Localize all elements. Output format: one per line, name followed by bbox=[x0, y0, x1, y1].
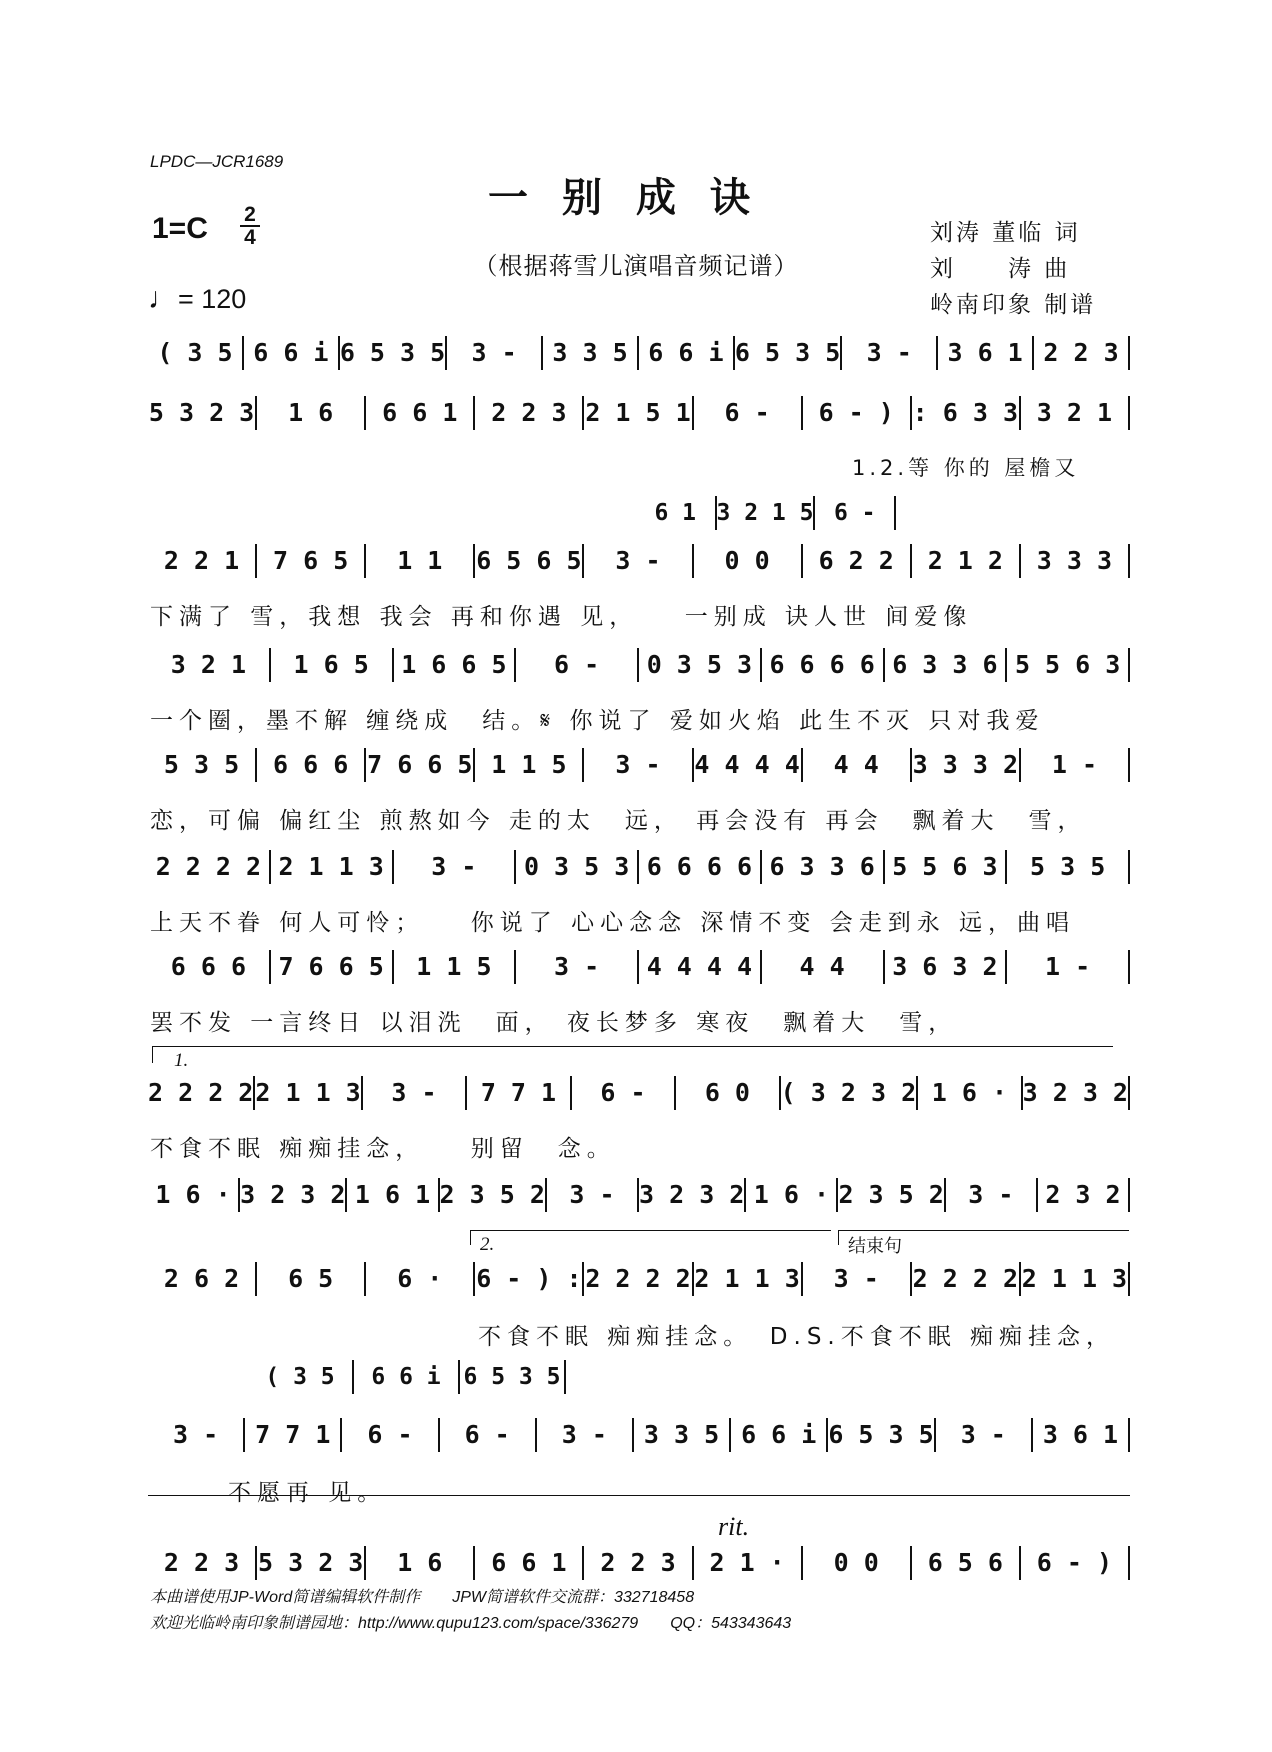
measure: 3 2 3 2 bbox=[639, 1178, 746, 1212]
measure: 1 6 · bbox=[148, 1178, 240, 1212]
measure: ( 3 5 bbox=[148, 336, 244, 370]
measure: 6 5 3 5 bbox=[828, 1418, 935, 1452]
measure: 1 6 · bbox=[918, 1076, 1022, 1110]
measure: 6 - ) : bbox=[475, 1262, 584, 1296]
score-row-r2 bbox=[148, 396, 1130, 430]
measure: 3 - bbox=[447, 336, 543, 370]
measure: 1 1 bbox=[366, 544, 475, 578]
credit-arranger: 岭南印象 制谱 bbox=[930, 292, 1097, 318]
measure: 3 - bbox=[936, 1418, 1033, 1452]
measure: 2 2 1 bbox=[148, 544, 257, 578]
measure: 2 3 5 2 bbox=[440, 1178, 547, 1212]
measure: 6 1 bbox=[636, 496, 717, 530]
measure: 6 5 bbox=[257, 1262, 366, 1296]
measure: 3 - bbox=[584, 544, 693, 578]
measure: 1 1 5 bbox=[475, 748, 584, 782]
lyric-line-6: 上天不眷 何人可怜； 你说了 心心念念 深情不变 会走到永 远，曲唱 bbox=[150, 910, 1076, 936]
measure: 4 4 4 4 bbox=[639, 950, 762, 984]
measure: 7 7 1 bbox=[467, 1076, 571, 1110]
measure: 6 5 6 5 bbox=[475, 544, 584, 578]
measure: 6 5 3 5 bbox=[735, 336, 842, 370]
measure: 2 1 2 bbox=[912, 544, 1021, 578]
measure: 3 - bbox=[363, 1076, 467, 1110]
subtitle: （根据蒋雪儿演唱音频记谱） bbox=[473, 252, 799, 280]
lyric-line-5: 恋，可偏 偏红尘 煎熬如今 走的太 远， 再会没有 再会 飘着大 雪， bbox=[150, 808, 1087, 834]
row-divider bbox=[148, 1495, 1130, 1496]
measure: 5 5 6 3 bbox=[885, 850, 1008, 884]
lyric-line-8: 不食不眠 痴痴挂念， 别留 念。 bbox=[150, 1136, 616, 1162]
ritardando-mark: rit. bbox=[718, 1512, 750, 1541]
lyric-line-4: 一个圈，墨不解 缠绕成 结。𝄋 你说了 爱如火焰 此生不灭 只对我爱 bbox=[150, 708, 1045, 734]
tempo-value: = 120 bbox=[178, 284, 247, 314]
measure: 2 2 3 bbox=[148, 1546, 257, 1580]
measure: 6 6 1 bbox=[475, 1546, 584, 1580]
measure: 5 3 5 bbox=[148, 748, 257, 782]
score-row-r3a bbox=[636, 496, 896, 530]
measure: 5 5 6 3 bbox=[1007, 648, 1130, 682]
volta-1-bracket bbox=[152, 1046, 1113, 1063]
measure: 3 6 1 bbox=[938, 336, 1034, 370]
measure: 3 - bbox=[803, 1262, 912, 1296]
measure: 6 6 6 6 bbox=[639, 850, 762, 884]
lyric-line-10: 不食不眠 痴痴挂念。 D.S.不食不眠 痴痴挂念， bbox=[478, 1324, 1116, 1350]
measure: 6 6 i bbox=[731, 1418, 828, 1452]
measure: 6 6 6 bbox=[257, 748, 366, 782]
measure: 3 6 3 2 bbox=[885, 950, 1008, 984]
measure: 2 1 1 3 bbox=[255, 1076, 362, 1110]
measure: 3 3 3 2 bbox=[912, 748, 1021, 782]
measure: 1 6 5 bbox=[271, 648, 394, 682]
volta-2-label: 2. bbox=[480, 1234, 495, 1255]
measure: 2 1 · bbox=[694, 1546, 803, 1580]
measure: 4 4 bbox=[762, 950, 885, 984]
measure: : 6 3 3 bbox=[912, 396, 1021, 430]
measure: 6 - bbox=[572, 1076, 676, 1110]
score-row-r8 bbox=[148, 1076, 1130, 1110]
measure: 3 - bbox=[148, 1418, 245, 1452]
measure: 0 0 bbox=[803, 1546, 912, 1580]
measure: 4 4 4 4 bbox=[694, 748, 803, 782]
score-row-r6 bbox=[148, 850, 1130, 884]
score-row-r9 bbox=[148, 1178, 1130, 1212]
measure: 2 1 1 3 bbox=[1021, 1262, 1130, 1296]
measure: 2 1 1 3 bbox=[694, 1262, 803, 1296]
measure: 3 - bbox=[547, 1178, 639, 1212]
measure: 3 3 5 bbox=[543, 336, 639, 370]
measure: 6 5 3 5 bbox=[340, 336, 447, 370]
measure: 1 - bbox=[1007, 950, 1130, 984]
key-signature: 1=C bbox=[152, 212, 208, 245]
meter-top: 2 bbox=[244, 203, 256, 226]
measure: 6 3 3 6 bbox=[762, 850, 885, 884]
measure: 1 6 bbox=[257, 396, 366, 430]
measure: 6 6 i bbox=[354, 1360, 460, 1394]
score-row-r12 bbox=[148, 1546, 1130, 1580]
measure: 2 3 5 2 bbox=[838, 1178, 945, 1212]
measure: 1 - bbox=[1021, 748, 1130, 782]
measure: 3 2 3 2 bbox=[240, 1178, 347, 1212]
measure: 3 2 1 bbox=[148, 648, 271, 682]
score-row-r1 bbox=[148, 336, 1130, 370]
score-row-r4 bbox=[148, 648, 1130, 682]
measure: 6 2 2 bbox=[803, 544, 912, 578]
lyric-line-7: 罢不发 一言终日 以泪洗 面， 夜长梦多 寒夜 飘着大 雪， bbox=[150, 1010, 958, 1036]
measure: 6 - bbox=[440, 1418, 537, 1452]
measure: 1 6 6 5 bbox=[394, 648, 517, 682]
measure: 2 1 1 3 bbox=[271, 850, 394, 884]
credit-composer: 刘 涛 曲 bbox=[930, 256, 1071, 282]
measure: 6 0 bbox=[676, 1076, 780, 1110]
measure: 3 3 5 bbox=[634, 1418, 731, 1452]
measure: 7 6 6 5 bbox=[366, 748, 475, 782]
measure: 6 5 3 5 bbox=[460, 1360, 566, 1394]
measure: 3 6 1 bbox=[1033, 1418, 1130, 1452]
score-row-r11a bbox=[248, 1360, 566, 1394]
measure: 2 3 2 bbox=[1038, 1178, 1130, 1212]
time-signature bbox=[240, 205, 260, 247]
score-row-r11 bbox=[148, 1418, 1130, 1452]
meter-bottom: 4 bbox=[244, 226, 256, 249]
volta-1-label: 1. bbox=[174, 1050, 189, 1071]
measure: 6 5 6 bbox=[912, 1546, 1021, 1580]
footer-line-1: 本曲谱使用JP-Word简谱编辑软件制作 JPW简谱软件交流群：332718458 bbox=[150, 1589, 695, 1606]
measure: 5 3 2 3 bbox=[257, 1546, 366, 1580]
quarter-note-icon: ♩ bbox=[148, 282, 178, 315]
score-row-r10 bbox=[148, 1262, 1130, 1296]
measure: 6 - bbox=[516, 648, 639, 682]
measure: ( 3 5 bbox=[248, 1360, 354, 1394]
measure: 6 - bbox=[342, 1418, 439, 1452]
measure: 1 6 bbox=[366, 1546, 475, 1580]
measure: 2 2 2 2 bbox=[584, 1262, 693, 1296]
score-row-r3 bbox=[148, 544, 1130, 578]
measure: 2 2 2 2 bbox=[148, 850, 271, 884]
measure: 3 2 3 2 bbox=[1023, 1076, 1130, 1110]
measure: 6 6 i bbox=[639, 336, 735, 370]
measure: 6 6 6 6 bbox=[762, 648, 885, 682]
ending-label: 结束句 bbox=[848, 1236, 902, 1257]
measure: 6 - bbox=[694, 396, 803, 430]
measure: 3 3 3 bbox=[1021, 544, 1130, 578]
measure: 5 3 2 3 bbox=[148, 396, 257, 430]
score-code: LPDC—JCR1689 bbox=[150, 152, 284, 171]
measure: 2 2 2 2 bbox=[912, 1262, 1021, 1296]
tempo-marking bbox=[148, 282, 246, 316]
measure: 7 6 5 bbox=[257, 544, 366, 578]
lyric-line-3: 下满了 雪，我想 我会 再和你遇 见， 一别成 诀人世 间爱像 bbox=[150, 604, 973, 630]
score-row-r5 bbox=[148, 748, 1130, 782]
measure: 0 3 5 3 bbox=[516, 850, 639, 884]
lyric-line-11: 不愿再 见。 bbox=[228, 1480, 387, 1506]
measure: 1 6 · bbox=[746, 1178, 838, 1212]
measure: 7 7 1 bbox=[245, 1418, 342, 1452]
footer-line-2: 欢迎光临岭南印象制谱园地：http://www.qupu123.com/space/336279 QQ：543343643 bbox=[150, 1615, 792, 1632]
measure: 2 6 2 bbox=[148, 1262, 257, 1296]
measure: 0 0 bbox=[694, 544, 803, 578]
measure: 1 1 5 bbox=[394, 950, 517, 984]
measure: 4 4 bbox=[803, 748, 912, 782]
lyric-line-2: 1.2.等 你的 屋檐又 bbox=[852, 456, 1080, 480]
measure: ( 3 2 3 2 bbox=[781, 1076, 918, 1110]
measure: 0 3 5 3 bbox=[639, 648, 762, 682]
measure: 6 6 1 bbox=[366, 396, 475, 430]
score-row-r7 bbox=[148, 950, 1130, 984]
measure: 6 3 3 6 bbox=[885, 648, 1008, 682]
measure: 3 - bbox=[842, 336, 938, 370]
measure: 5 3 5 bbox=[1007, 850, 1130, 884]
measure: 3 - bbox=[516, 950, 639, 984]
measure: 2 2 3 bbox=[1034, 336, 1130, 370]
measure: 3 - bbox=[946, 1178, 1038, 1212]
measure: 7 6 6 5 bbox=[271, 950, 394, 984]
measure: 3 - bbox=[394, 850, 517, 884]
measure: 6 6 i bbox=[244, 336, 340, 370]
measure: 6 6 6 bbox=[148, 950, 271, 984]
measure: 3 - bbox=[584, 748, 693, 782]
measure: 3 2 1 bbox=[1021, 396, 1130, 430]
measure: 2 2 3 bbox=[475, 396, 584, 430]
measure: 2 2 2 2 bbox=[148, 1076, 255, 1110]
measure: 6 - bbox=[815, 496, 896, 530]
measure: 6 - ) bbox=[1021, 1546, 1130, 1580]
measure: 3 2 1 5 bbox=[717, 496, 816, 530]
credit-lyricist: 刘涛 董临 词 bbox=[930, 220, 1081, 246]
measure: 6 - ) bbox=[803, 396, 912, 430]
measure: 3 - bbox=[537, 1418, 634, 1452]
measure: 1 6 1 bbox=[347, 1178, 439, 1212]
measure: 6 · bbox=[366, 1262, 475, 1296]
measure: 2 2 3 bbox=[584, 1546, 693, 1580]
volta-2-bracket bbox=[470, 1230, 831, 1245]
page-title: 一别成诀 bbox=[488, 174, 784, 221]
measure: 2 1 5 1 bbox=[584, 396, 693, 430]
